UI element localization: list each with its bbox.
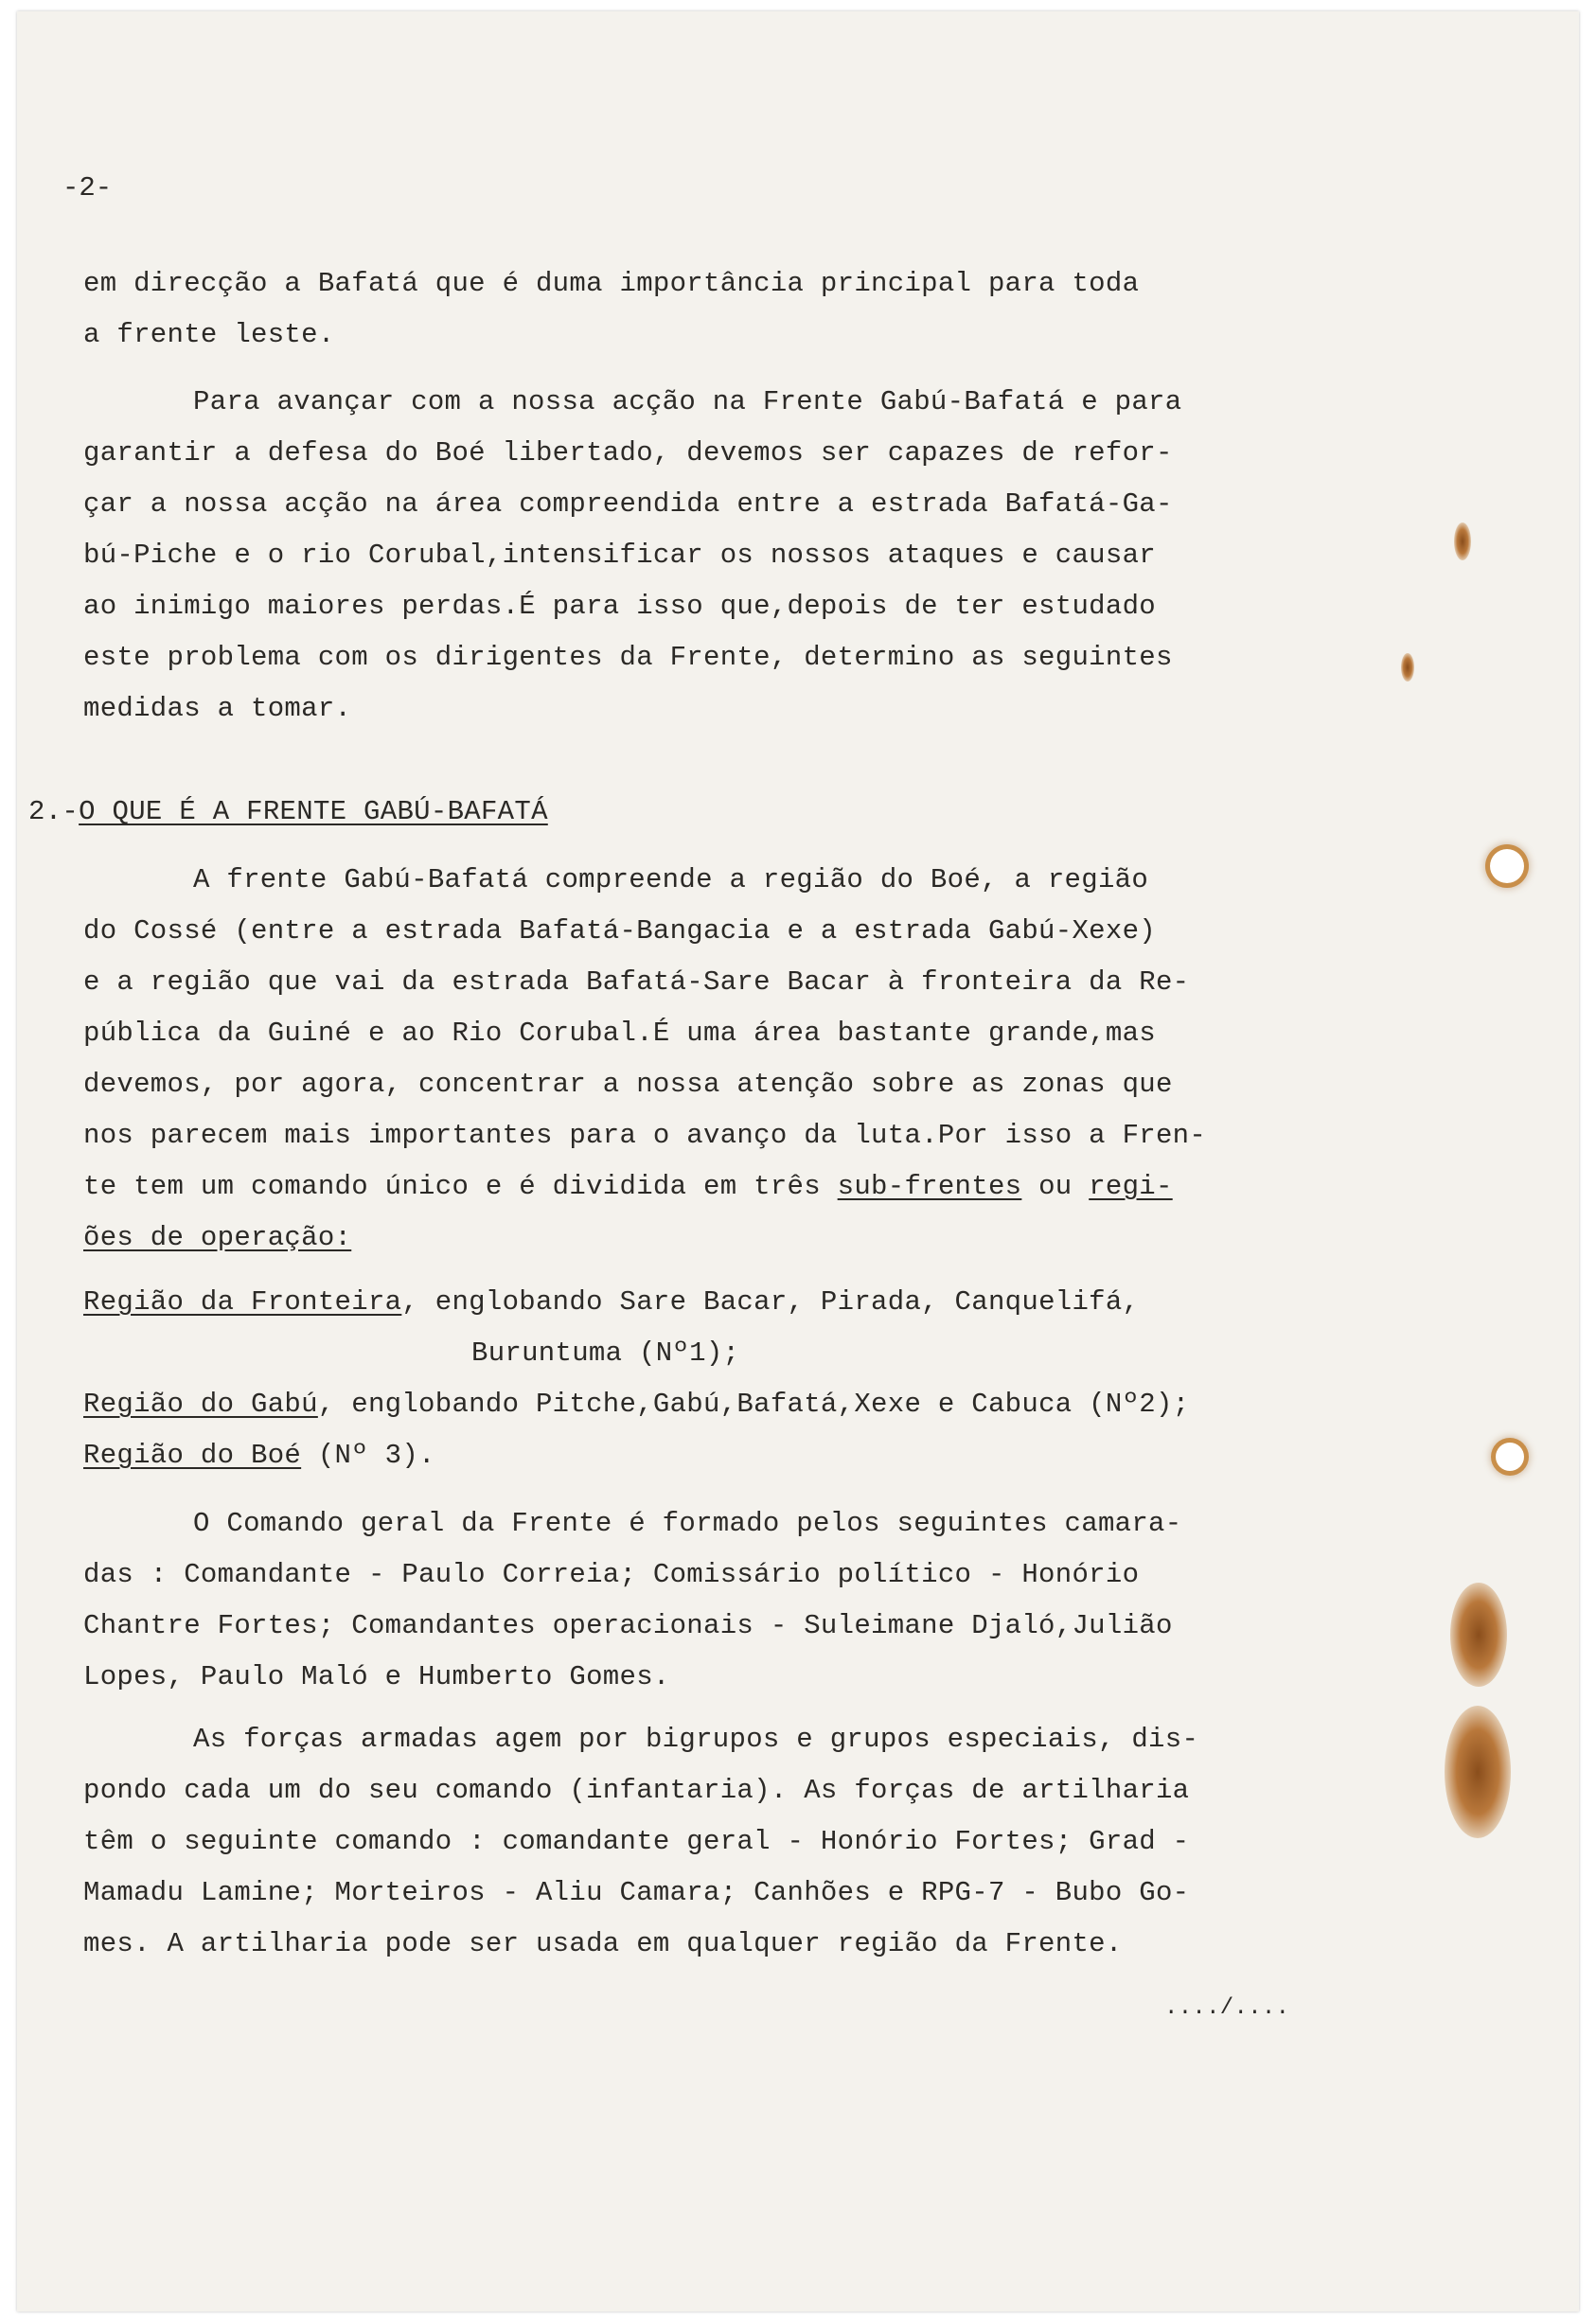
text-line: As forças armadas agem por bigrupos e grupos especiais, dis- [193,1724,1199,1755]
region-line: Buruntuma (Nº1); [471,1337,740,1369]
continuation-mark: ..../.... [1164,1995,1290,2021]
text-line: e a região que vai da estrada Bafatá-Sare Bacar à fronteira da Re- [83,966,1190,998]
section-title: O QUE É A FRENTE GABÚ-BAFATÁ [79,796,548,827]
text-span: te tem um comando único e é dividida em três [83,1171,838,1202]
region-line [83,1437,435,1475]
underlined-term: regi- [1089,1171,1173,1202]
text-line: mes. A artilharia pode ser usada em qualquer região da Frente. [83,1928,1123,1959]
section-number: 2.- [28,796,80,827]
region-label: Região do Gabú [83,1389,318,1420]
region-text: (Nº 3). [301,1440,435,1471]
underlined-term: sub-frentes [837,1171,1022,1202]
region-line [83,1284,1139,1321]
text-line: em direcção a Bafatá que é duma importância principal para toda [83,268,1140,299]
text-line: a frente leste. [83,319,335,350]
text-line: pondo cada um do seu comando (infantaria). As forças de artilharia [83,1775,1190,1806]
text-line [83,1168,1173,1206]
text-line: A frente Gabú-Bafatá compreende a região do Boé, a região [193,864,1149,895]
text-line: das : Comandante - Paulo Correia; Comissário político - Honório [83,1559,1140,1590]
text-line: do Cossé (entre a estrada Bafatá-Bangacia e a estrada Gabú-Xexe) [83,915,1156,947]
text-line: garantir a defesa do Boé libertado, devemos ser capazes de refor- [83,437,1173,469]
region-text: , englobando Sare Bacar, Pirada, Canquelifá, [401,1286,1140,1318]
text-line: têm o seguinte comando : comandante geral - Honório Fortes; Grad - [83,1826,1190,1857]
text-line: medidas a tomar. [83,693,352,724]
rust-stain [1445,1706,1511,1838]
rust-stain [1450,1583,1507,1687]
text-line: pública da Guiné e ao Rio Corubal.É uma área bastante grande,mas [83,1018,1156,1049]
text-line: Mamadu Lamine; Morteiros - Aliu Camara; Canhões e RPG-7 - Bubo Go- [83,1877,1190,1908]
punch-hole [1490,849,1524,883]
text-span: ou [1021,1171,1090,1202]
text-line: çar a nossa acção na área compreendida entre a estrada Bafatá-Ga- [83,488,1173,520]
text-line: ao inimigo maiores perdas.É para isso que,depois de ter estudado [83,591,1156,622]
region-label: Região da Fronteira [83,1286,402,1318]
document-page [17,11,1579,2311]
region-label: Região do Boé [83,1440,302,1471]
text-line: este problema com os dirigentes da Frente, determino as seguintes [83,642,1173,673]
section-heading [28,793,548,831]
text-line: bú-Piche e o rio Corubal,intensificar os nossos ataques e causar [83,540,1156,571]
text-line: ões de operação: [83,1222,352,1253]
text-line: O Comando geral da Frente é formado pelos seguintes camara- [193,1508,1182,1539]
text-line: devemos, por agora, concentrar a nossa atenção sobre as zonas que [83,1069,1173,1100]
region-text: , englobando Pitche,Gabú,Bafatá,Xexe e Cabuca (Nº2); [317,1389,1190,1420]
rust-stain [1454,522,1471,560]
text-line: Lopes, Paulo Maló e Humberto Gomes. [83,1661,670,1692]
text-line: Chantre Fortes; Comandantes operacionais - Suleimane Djaló,Julião [83,1610,1173,1641]
rust-stain [1401,653,1414,682]
text-line: Para avançar com a nossa acção na Frente Gabú-Bafatá e para [193,386,1182,417]
page-number: -2- [62,172,113,204]
text-line: nos parecem mais importantes para o avanço da luta.Por isso a Fren- [83,1120,1207,1151]
punch-hole [1496,1443,1524,1471]
region-line [83,1386,1189,1424]
